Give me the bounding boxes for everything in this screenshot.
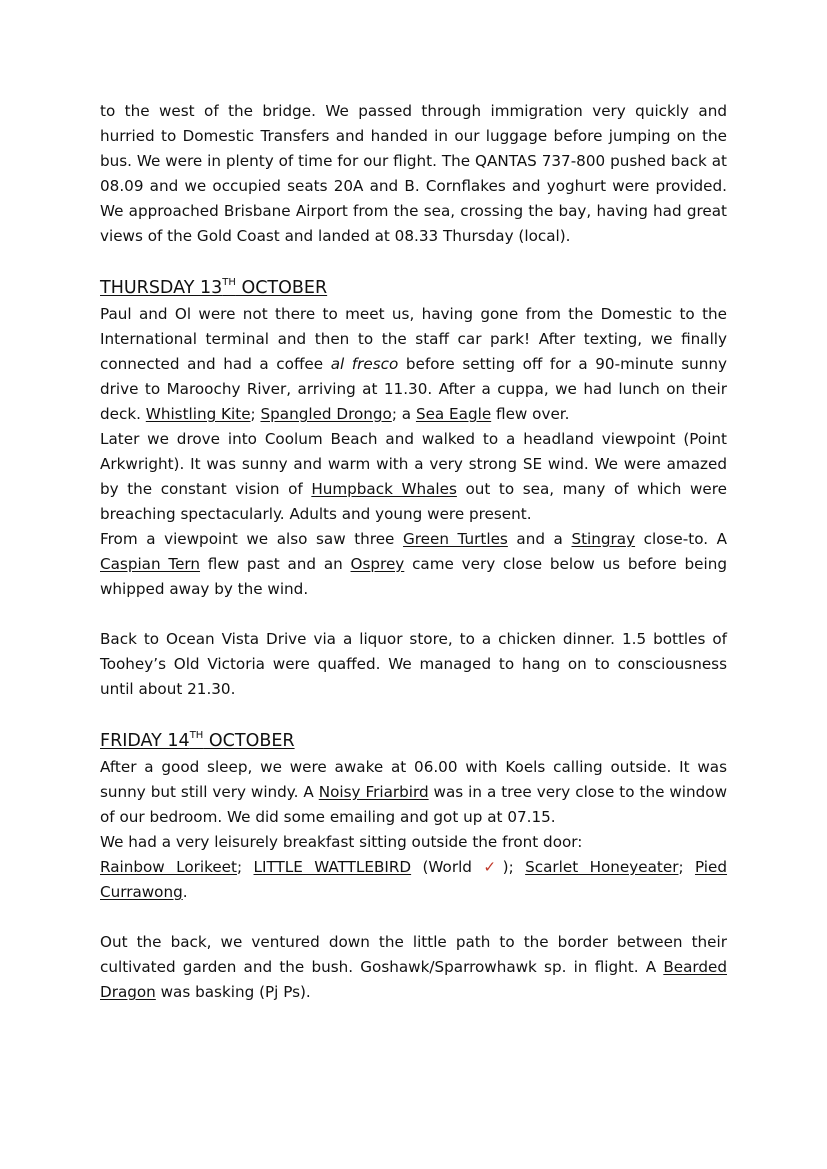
text: ; bbox=[236, 858, 254, 876]
species-name: Spangled Drongo bbox=[260, 405, 392, 423]
species-name: Whistling Kite bbox=[145, 405, 251, 423]
text: (World bbox=[411, 858, 484, 876]
text: before setting off for a 90-minute sunny drive to Maroochy River, arriving at 11.30. After a cuppa, we had lunch on their deck. bbox=[100, 355, 727, 423]
friday-paragraph-2: We had a very leisurely breakfast sitting outside the front door: bbox=[100, 833, 583, 851]
species-name: Humpback Whales bbox=[311, 480, 457, 498]
text: came very close below us before being whipped away by the wind. bbox=[100, 555, 727, 598]
spacer bbox=[100, 905, 727, 930]
species-name: LITTLE WATTLEBIRD bbox=[253, 858, 412, 876]
spacer bbox=[100, 249, 727, 274]
text: out to sea, many of which were breaching spectacularly. Adults and young were present. bbox=[100, 480, 727, 523]
thursday-paragraph-2 bbox=[100, 427, 727, 527]
species-name: Noisy Friarbird bbox=[318, 783, 429, 801]
text: was in a tree very close to the window of our bedroom. We did some emailing and got up at 07.15. bbox=[100, 783, 727, 826]
thursday-paragraph-4: Back to Ocean Vista Drive via a liquor store, to a chicken dinner. 1.5 bottles of Toohey’s Old Victoria were quaffed. We managed to hang on to consciousness until about 21.30. bbox=[100, 630, 727, 698]
text: close-to. A bbox=[635, 530, 728, 548]
text: After a good sleep, we were awake at 06.00 with Koels calling outside. It was sunny but still very windy. A bbox=[100, 758, 727, 801]
text: flew over. bbox=[491, 405, 570, 423]
text: ; a bbox=[391, 405, 416, 423]
heading-ordinal: TH bbox=[189, 730, 204, 741]
text: ; bbox=[678, 858, 695, 876]
text: Later we drove into Coolum Beach and walked to a headland viewpoint (Point Arkwright). It was sunny and warm with a very strong SE wind. We were amazed by the constant vision of bbox=[100, 430, 727, 498]
thursday-paragraph-1 bbox=[100, 302, 727, 427]
text: Out the back, we ventured down the little path to the border between their cultivated garden and the bush. Goshawk/Sparrowhawk sp. in flight. A bbox=[100, 933, 727, 976]
friday-paragraph-4 bbox=[100, 930, 727, 1005]
species-name: Caspian Tern bbox=[100, 555, 201, 573]
friday-paragraph-1 bbox=[100, 755, 727, 830]
friday-paragraph-3 bbox=[100, 855, 727, 905]
thursday-paragraph-3 bbox=[100, 527, 727, 602]
text: ); bbox=[502, 858, 526, 876]
species-name: Pied Currawong bbox=[100, 858, 728, 901]
spacer bbox=[100, 702, 727, 727]
text: flew past and an bbox=[200, 555, 351, 573]
text: From a viewpoint we also saw three bbox=[100, 530, 403, 548]
species-name: Rainbow Lorikeet bbox=[100, 858, 237, 876]
heading-month: OCTOBER bbox=[235, 278, 328, 298]
spacer bbox=[100, 602, 727, 627]
species-name: Sea Eagle bbox=[415, 405, 492, 423]
heading-thursday bbox=[100, 274, 727, 302]
species-name: Bearded Dragon bbox=[100, 958, 727, 1001]
species-name: Green Turtles bbox=[402, 530, 508, 548]
species-name: Stingray bbox=[571, 530, 636, 548]
heading-day: FRIDAY 14 bbox=[100, 731, 190, 751]
heading-ordinal: TH bbox=[222, 277, 236, 288]
text: . bbox=[182, 883, 188, 901]
text: Paul and Ol were not there to meet us, having gone from the Domestic to the International terminal and then to the staff car park! After texting, we finally connected and had a coffee bbox=[100, 305, 727, 373]
document-page bbox=[100, 99, 727, 1005]
heading-month: OCTOBER bbox=[203, 731, 295, 751]
species-name: Scarlet Honeyeater bbox=[525, 858, 679, 876]
heading-friday bbox=[100, 727, 727, 755]
species-name: Osprey bbox=[350, 555, 405, 573]
intro-paragraph: to the west of the bridge. We passed through immigration very quickly and hurried to Domestic Transfers and handed in our luggage before jumping on the bus. We were in plenty of time for our flight. The QANTAS 737-800 pushed back at 08.09 and we occupied seats 20A and B. Cornflakes and yoghurt were provided. We approached Brisbane Airport from the sea, crossing the bay, having had great views of the Gold Coast and landed at 08.33 Thursday (local). bbox=[100, 102, 727, 245]
text: was basking (Pj Ps). bbox=[155, 983, 311, 1001]
italic-phrase: al fresco bbox=[330, 355, 399, 373]
text: and a bbox=[507, 530, 572, 548]
text: ; bbox=[250, 405, 261, 423]
tick-icon: ✓ bbox=[483, 858, 503, 876]
heading-day: THURSDAY 13 bbox=[100, 278, 223, 298]
